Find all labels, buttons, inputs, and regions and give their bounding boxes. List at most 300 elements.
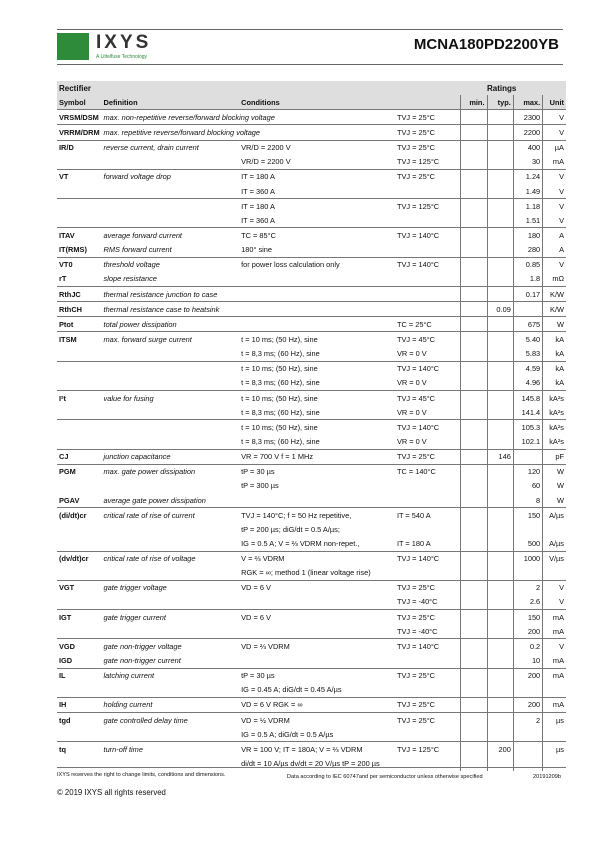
row-typ <box>487 376 513 391</box>
row-condition-temp: IT = 180 A <box>396 538 431 548</box>
row-condition: IT = 180 A <box>239 169 395 184</box>
row-typ: 0.09 <box>487 302 513 317</box>
row-max: 0.17 <box>513 286 542 301</box>
column-header: Conditions <box>239 95 395 110</box>
row-max: 2300 <box>513 110 542 125</box>
row-typ <box>487 213 513 228</box>
table-row <box>57 522 566 536</box>
row-definition: thermal resistance junction to case <box>102 286 240 301</box>
row-condition: IT = 180 A <box>239 199 395 214</box>
row-unit: mA <box>543 697 566 712</box>
row-condition: V = ⅔ VDRM <box>239 551 395 566</box>
row-unit: mA <box>543 624 566 639</box>
row-condition: t = 8,3 ms; (60 Hz), sine <box>241 436 320 446</box>
row-min <box>461 243 487 258</box>
section-title: Rectifier <box>57 81 461 95</box>
row-max: 2 <box>513 713 542 728</box>
row-typ <box>487 361 513 376</box>
row-unit: A/µs <box>543 508 566 523</box>
column-header: min. <box>461 95 487 110</box>
row-symbol: VT <box>57 169 102 184</box>
column-header: typ. <box>487 95 513 110</box>
row-max: 60 <box>513 479 542 493</box>
row-min <box>461 610 487 625</box>
table-row <box>57 536 566 551</box>
row-min <box>461 493 487 508</box>
row-min <box>461 713 487 728</box>
row-min <box>461 125 487 140</box>
row-min <box>461 653 487 668</box>
brand-subtitle: A Littelfuse Technology <box>96 54 148 60</box>
row-condition-temp <box>395 756 461 770</box>
row-symbol: PGM <box>57 464 102 479</box>
row-definition <box>102 727 240 742</box>
table-row <box>57 376 566 391</box>
row-typ <box>487 639 513 654</box>
row-min <box>461 624 487 639</box>
table-row <box>57 683 566 698</box>
row-max <box>513 522 542 536</box>
row-min <box>461 376 487 391</box>
row-unit: µs <box>543 713 566 728</box>
row-typ <box>487 347 513 362</box>
row-typ <box>487 434 513 449</box>
row-condition: IG = 0.5 A; V = ⅔ VDRM non-repet., <box>241 538 360 548</box>
row-definition: average gate power dissipation <box>103 495 206 505</box>
table-row <box>57 317 566 332</box>
row-unit: V <box>543 639 566 654</box>
row-unit: A <box>543 243 566 258</box>
row-max: 8 <box>513 493 542 508</box>
row-condition-temp <box>395 272 461 287</box>
row-symbol <box>57 479 102 493</box>
row-symbol <box>57 536 102 551</box>
table-row <box>57 184 566 199</box>
row-min <box>461 434 487 449</box>
row-max: 1.49 <box>513 184 542 199</box>
row-condition-temp <box>395 243 461 258</box>
row-max: 102.1 <box>513 434 542 449</box>
row-definition <box>102 155 240 170</box>
row-definition: average forward current <box>102 228 240 243</box>
row-condition <box>239 286 395 301</box>
row-definition <box>102 536 240 551</box>
table-row <box>57 610 566 625</box>
row-condition: t = 10 ms; (50 Hz), sine <box>239 420 395 435</box>
row-definition: gate non-trigger voltage <box>102 639 240 654</box>
row-condition-temp <box>395 302 461 317</box>
row-typ <box>487 727 513 742</box>
row-definition: turn-off time <box>102 742 240 757</box>
row-symbol <box>57 566 102 581</box>
row-min <box>461 756 487 770</box>
row-unit: kA²s <box>543 390 566 405</box>
row-condition: VD = 6 V <box>239 580 395 595</box>
row-typ: 200 <box>487 742 513 757</box>
footer-disclaimer: IXYS reserves the right to change limits, conditions and dimensions. <box>57 772 226 778</box>
table-row <box>57 390 566 405</box>
row-condition-temp: TVJ = 25°C <box>395 140 461 155</box>
row-unit: W <box>543 317 566 332</box>
row-condition-temp: TC = 25°C <box>395 317 461 332</box>
row-condition <box>239 624 395 639</box>
table-row <box>57 199 566 214</box>
row-min <box>461 110 487 125</box>
row-symbol <box>57 522 102 536</box>
row-definition <box>102 405 240 420</box>
row-condition: IT = 360 A <box>241 215 275 225</box>
row-unit <box>543 683 566 698</box>
row-condition-temp: TVJ = 140°C <box>395 639 461 654</box>
row-min <box>461 272 487 287</box>
row-definition <box>102 522 240 536</box>
table-row <box>57 155 566 170</box>
column-header: Unit <box>543 95 566 110</box>
table-row <box>57 479 566 493</box>
row-typ <box>487 332 513 347</box>
row-definition <box>102 376 240 391</box>
table-row <box>57 405 566 420</box>
row-min <box>461 347 487 362</box>
row-condition-temp <box>395 286 461 301</box>
table-row <box>57 624 566 639</box>
row-symbol: VRSM/DSM <box>57 110 102 125</box>
row-min <box>461 479 487 493</box>
row-symbol: VGT <box>57 580 102 595</box>
row-condition: t = 10 ms; (50 Hz), sine <box>239 361 395 376</box>
row-min <box>461 140 487 155</box>
table-row <box>57 302 566 317</box>
row-unit: µA <box>543 140 566 155</box>
row-condition <box>239 125 395 140</box>
row-unit <box>543 566 566 581</box>
row-condition: tP = 30 µs <box>239 668 395 683</box>
table-row <box>57 257 566 272</box>
row-condition-temp: TVJ = 25°C <box>395 697 461 712</box>
row-symbol: rT <box>59 274 67 284</box>
row-condition-temp <box>395 653 461 668</box>
row-symbol <box>57 405 102 420</box>
row-condition: t = 10 ms; (50 Hz), sine <box>239 332 395 347</box>
row-condition-temp: VR = 0 V <box>396 407 427 417</box>
row-unit: V <box>543 199 566 214</box>
row-typ <box>487 668 513 683</box>
row-condition: VR/D = 2200 V <box>241 157 291 167</box>
table-row <box>57 595 566 610</box>
row-min <box>461 184 487 199</box>
row-definition: gate controlled delay time <box>102 713 240 728</box>
row-min <box>461 213 487 228</box>
row-max: 105.3 <box>513 420 542 435</box>
table-row <box>57 272 566 287</box>
row-unit <box>543 756 566 770</box>
row-unit: kA²s <box>543 434 566 449</box>
row-condition <box>239 595 395 610</box>
row-condition-temp: TVJ = 45°C <box>395 332 461 347</box>
row-condition-temp <box>395 522 461 536</box>
ixys-logo-icon <box>57 33 89 60</box>
row-definition: gate non-trigger current <box>103 656 181 666</box>
row-max: 141.4 <box>513 405 542 420</box>
row-definition: reverse current, drain current <box>102 140 240 155</box>
table-row <box>57 140 566 155</box>
row-definition <box>102 434 240 449</box>
row-condition-temp: TVJ = 125°C <box>395 199 461 214</box>
row-typ <box>487 493 513 508</box>
row-min <box>461 742 487 757</box>
row-definition: total power dissipation <box>102 317 240 332</box>
row-condition: VR = 700 V f = 1 MHz <box>239 449 395 464</box>
table-row <box>57 464 566 479</box>
row-typ <box>487 257 513 272</box>
table-row <box>57 668 566 683</box>
row-condition-temp <box>395 727 461 742</box>
row-typ <box>487 464 513 479</box>
row-condition: t = 8,3 ms; (60 Hz), sine <box>241 407 320 417</box>
rectifier-spec-table <box>57 81 566 771</box>
row-symbol: ITSM <box>57 332 102 347</box>
row-min <box>461 536 487 551</box>
row-min <box>461 420 487 435</box>
row-definition: gate trigger current <box>102 610 240 625</box>
column-header-row <box>57 95 566 110</box>
row-symbol: CJ <box>57 449 102 464</box>
row-min <box>461 317 487 332</box>
row-definition: forward voltage drop <box>102 169 240 184</box>
row-min <box>461 302 487 317</box>
row-min <box>461 405 487 420</box>
row-max: 280 <box>513 243 542 258</box>
row-condition <box>239 493 395 508</box>
row-condition: t = 8,3 ms; (60 Hz), sine <box>241 349 320 359</box>
table-row <box>57 110 566 125</box>
column-header: Definition <box>102 95 240 110</box>
table-row <box>57 713 566 728</box>
brand-name: IXYS <box>96 32 152 53</box>
row-min <box>461 595 487 610</box>
table-row <box>57 727 566 742</box>
row-typ <box>487 272 513 287</box>
row-symbol: Ptot <box>57 317 102 332</box>
row-symbol: (dv/dt)cr <box>57 551 102 566</box>
row-condition: VR/D = 2200 V <box>239 140 395 155</box>
row-symbol: I²t <box>57 390 102 405</box>
row-symbol <box>57 420 102 435</box>
row-min <box>461 566 487 581</box>
row-max: 150 <box>513 508 542 523</box>
row-unit: K/W <box>543 302 566 317</box>
row-symbol: ITAV <box>57 228 102 243</box>
row-max: 4.59 <box>513 361 542 376</box>
row-max: 2200 <box>513 125 542 140</box>
row-symbol: IT(RMS) <box>59 245 87 255</box>
row-max: 200 <box>513 668 542 683</box>
row-symbol: VRRM/DRM <box>57 125 102 140</box>
row-condition <box>239 653 395 668</box>
row-definition: value for fusing <box>102 390 240 405</box>
row-symbol: VT0 <box>57 257 102 272</box>
row-typ <box>487 169 513 184</box>
row-condition: IT = 360 A <box>241 186 275 196</box>
row-definition: max. repetitive reverse/forward blocking voltage <box>102 125 240 140</box>
table-row <box>57 653 566 668</box>
row-max: 180 <box>513 228 542 243</box>
row-condition: for power loss calculation only <box>239 257 395 272</box>
row-max: 10 <box>513 653 542 668</box>
row-symbol <box>57 347 102 362</box>
row-definition <box>102 566 240 581</box>
row-min <box>461 464 487 479</box>
row-unit: kA <box>543 347 566 362</box>
row-definition: critical rate of rise of voltage <box>102 551 240 566</box>
row-symbol: (di/dt)cr <box>57 508 102 523</box>
row-unit: W <box>543 493 566 508</box>
row-max <box>513 302 542 317</box>
column-header: Symbol <box>57 95 102 110</box>
row-min <box>461 668 487 683</box>
row-symbol <box>57 213 102 228</box>
row-min <box>461 390 487 405</box>
row-condition-temp: TVJ = 25°C <box>395 110 461 125</box>
row-max: 120 <box>513 464 542 479</box>
table-row <box>57 742 566 757</box>
row-min <box>461 508 487 523</box>
row-definition: junction capacitance <box>102 449 240 464</box>
row-typ <box>487 479 513 493</box>
row-symbol <box>57 376 102 391</box>
table-row <box>57 756 566 770</box>
row-unit: W <box>543 479 566 493</box>
row-typ <box>487 110 513 125</box>
row-max <box>513 756 542 770</box>
row-typ <box>487 522 513 536</box>
row-definition <box>102 347 240 362</box>
row-condition-temp: TVJ = 140°C <box>395 361 461 376</box>
row-condition-temp: TVJ = 140°C <box>395 420 461 435</box>
row-symbol: PGAV <box>59 495 80 505</box>
row-definition: latching current <box>102 668 240 683</box>
row-symbol: RthJC <box>57 286 102 301</box>
row-max: 4.96 <box>513 376 542 391</box>
row-unit: mA <box>543 155 566 170</box>
table-row <box>57 639 566 654</box>
row-definition: gate trigger voltage <box>102 580 240 595</box>
column-header <box>395 95 461 110</box>
row-unit: mA <box>543 668 566 683</box>
row-max <box>513 742 542 757</box>
row-condition-temp: VR = 0 V <box>396 349 427 359</box>
row-unit: V/µs <box>543 551 566 566</box>
row-unit: V <box>543 125 566 140</box>
row-unit: V <box>543 213 566 228</box>
row-max: 200 <box>513 624 542 639</box>
row-condition: t = 8,3 ms; (60 Hz), sine <box>241 378 320 388</box>
row-unit: A/µs <box>543 536 566 551</box>
footer-revision: 20191209b <box>533 774 561 780</box>
row-typ <box>487 536 513 551</box>
row-min <box>461 228 487 243</box>
row-condition-temp: TVJ = 25°C <box>395 580 461 595</box>
row-typ: 146 <box>487 449 513 464</box>
table-row <box>57 228 566 243</box>
row-definition: max. gate power dissipation <box>102 464 240 479</box>
row-typ <box>487 286 513 301</box>
table-row <box>57 243 566 258</box>
row-max: 500 <box>513 536 542 551</box>
row-max: 150 <box>513 610 542 625</box>
row-max: 0.85 <box>513 257 542 272</box>
table-row <box>57 566 566 581</box>
row-symbol: IR/D <box>57 140 102 155</box>
row-unit: kA <box>543 376 566 391</box>
part-number: MCNA180PD2200YB <box>413 36 559 53</box>
row-definition: threshold voltage <box>102 257 240 272</box>
row-unit: V <box>543 110 566 125</box>
row-typ <box>487 566 513 581</box>
row-condition-temp: TVJ = 125°C <box>395 742 461 757</box>
row-unit: V <box>543 595 566 610</box>
row-max: 675 <box>513 317 542 332</box>
row-condition-temp: TVJ = -40°C <box>396 626 438 636</box>
table-row <box>57 169 566 184</box>
row-max: 5.40 <box>513 332 542 347</box>
row-condition-temp: TVJ = 45°C <box>395 390 461 405</box>
row-typ <box>487 713 513 728</box>
row-definition <box>102 361 240 376</box>
row-min <box>461 199 487 214</box>
row-definition: slope resistance <box>103 274 157 284</box>
row-typ <box>487 595 513 610</box>
row-unit <box>543 727 566 742</box>
row-condition-temp <box>395 566 461 581</box>
row-typ <box>487 756 513 770</box>
row-definition: RMS forward current <box>103 245 172 255</box>
row-max <box>513 727 542 742</box>
row-symbol <box>57 683 102 698</box>
row-symbol <box>57 155 102 170</box>
row-condition-temp: TVJ = -40°C <box>396 597 438 607</box>
row-unit: µs <box>543 742 566 757</box>
row-unit: V <box>543 184 566 199</box>
row-typ <box>487 243 513 258</box>
table-row <box>57 449 566 464</box>
row-condition-temp: TVJ = 25°C <box>395 668 461 683</box>
row-unit: kA²s <box>543 420 566 435</box>
row-max: 1.24 <box>513 169 542 184</box>
row-min <box>461 697 487 712</box>
row-definition <box>102 595 240 610</box>
row-definition <box>102 624 240 639</box>
table-row <box>57 125 566 140</box>
row-condition-temp <box>395 479 461 493</box>
row-symbol <box>57 434 102 449</box>
row-symbol <box>57 199 102 214</box>
table-row <box>57 347 566 362</box>
row-definition: thermal resistance case to heatsink <box>102 302 240 317</box>
row-definition <box>102 683 240 698</box>
row-typ <box>487 551 513 566</box>
table-row <box>57 361 566 376</box>
row-symbol: IH <box>57 697 102 712</box>
row-condition-temp: IT = 540 A <box>395 508 461 523</box>
row-condition-temp: TVJ = 25°C <box>395 169 461 184</box>
row-condition-temp: TVJ = 25°C <box>395 713 461 728</box>
row-min <box>461 727 487 742</box>
row-condition: VD = 6 V <box>239 610 395 625</box>
row-symbol: IGT <box>57 610 102 625</box>
row-condition: di/dt = 10 A/µs dv/dt = 20 V/µs tP = 200 µs <box>241 759 380 769</box>
row-max <box>513 683 542 698</box>
